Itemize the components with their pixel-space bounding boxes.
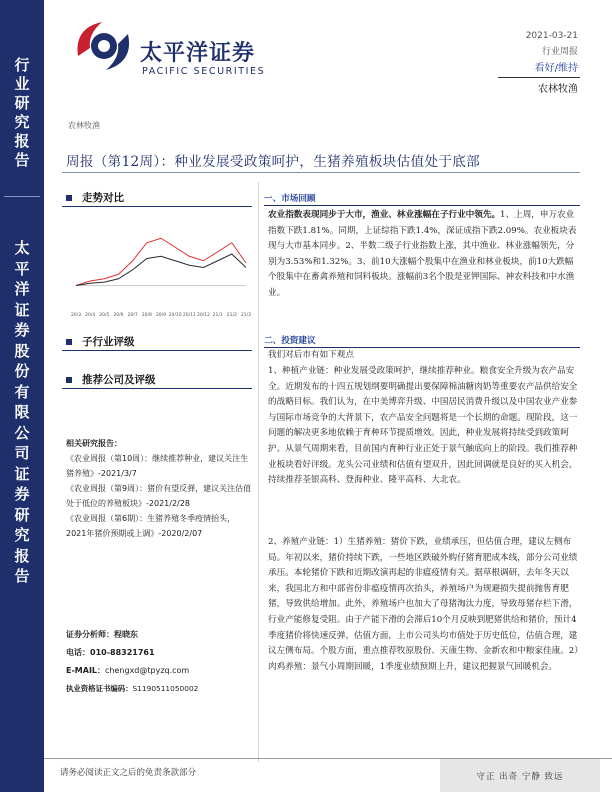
chart-x-tick-label: 20/6 <box>113 313 124 318</box>
header-rule <box>498 77 580 78</box>
header-meta <box>526 28 578 78</box>
chart-x-tick-label: 20/9 <box>155 313 167 318</box>
sidebar-char: 证 <box>14 300 30 319</box>
sidebar-char: 告 <box>14 151 30 169</box>
phone-value: 010-88321761 <box>90 648 155 657</box>
square-bullet-icon <box>66 339 72 345</box>
section-rule <box>62 350 252 351</box>
sidebar-char: 份 <box>14 362 30 380</box>
pacific-securities-logo <box>68 14 138 76</box>
sidebar-char: 业 <box>14 75 30 93</box>
email-label: E-MAIL： <box>66 666 106 675</box>
breeding-chain-paragraph: 2、养殖产业链：1）生猪养殖：猪价下跌，业绩承压，但估值合理，建议左侧布局。年初以来，猪价持续下跌，一些地区跌破外购仔猪育肥成本线，部分公司业绩承压。本轮猪价下跌和近期改演再起的非瘟疫情有关。据草根调研，去年冬天以来，我国北方和中部省份非瘟疫情再次抬头，养殖场户为规避损失提前抛售育肥猪，导致供给增加。此外，养殖场户也加大了母猪淘汰力度，导致母猪存栏下滑，行业产能修复受阻。由于产能下滑的会滞后10个月反映到肥猪供给和猪价，预计4季度猪价将快速反弹。估值方面，上市公司头均市值处于历史低位，估值合理，建议左侧布局。个股方面，重点推荐牧原股份、天康生物、金新农和中粮家佳康。2）肉鸡养殖：景气小周期回暖，1季度业绩预期上升，建议把握景气回暖机会。 <box>268 537 579 672</box>
sidebar-bottom-label <box>0 238 44 587</box>
chart-x-tick-label: 20/7 <box>127 313 138 318</box>
chart-x-tick-label: 20/4 <box>85 313 96 318</box>
chart-x-tick-label: 20/5 <box>99 313 110 318</box>
recommend-heading <box>66 372 156 387</box>
disclaimer-note: 请务必阅读正文之后的免责条款部分 <box>60 768 197 778</box>
market-review-lead: 农业指数表现同步于大市，渔业、林业涨幅在子行业中领先。 <box>268 210 501 220</box>
chart-series-line-1 <box>76 254 246 286</box>
sub-rating-heading-text: 子行业评级 <box>82 336 135 348</box>
sidebar-char: 股 <box>14 341 30 360</box>
sub-rating-heading <box>66 334 135 349</box>
brand-name-cn: 太平洋证券 <box>140 41 256 66</box>
chart-x-tick-label: 20/10 <box>168 313 182 318</box>
sidebar-char: 限 <box>14 403 30 421</box>
sidebar-char: 研 <box>14 505 30 524</box>
page-title: 周报（第12周）：种业发展受政策呵护，生猪养殖板块估值处于底部 <box>66 154 481 170</box>
sidebar-char: 证 <box>14 464 30 483</box>
sidebar-char: 报 <box>14 132 30 150</box>
email-link[interactable]: chengxd@tpyzq.com <box>105 666 190 675</box>
trend-chart <box>62 212 252 322</box>
sidebar-char: 研 <box>14 94 30 112</box>
sidebar-char: 洋 <box>14 280 30 298</box>
chart-x-tick-label: 20/12 <box>197 313 210 318</box>
sidebar-divider <box>4 196 40 197</box>
company-motto: 守正 出奇 宁静 致远 <box>440 759 600 792</box>
related-heading: 相关研究报告： <box>66 439 122 448</box>
sidebar-char: 司 <box>14 444 30 462</box>
advice-intro: 我们对后市有如下观点 <box>268 350 354 360</box>
related-report-item[interactable]: 《农业周报（第10周）：继续推荐种业，建议关注生猪养殖》-2021/3/7 <box>66 454 249 478</box>
sidebar-char: 有 <box>14 382 30 401</box>
phone-label: 电话： <box>66 648 90 657</box>
sidebar-char: 告 <box>14 567 30 585</box>
chart-series-line-0 <box>76 238 246 285</box>
square-bullet-icon <box>66 195 72 201</box>
square-bullet-icon <box>66 377 72 383</box>
industry-name: 农林牧渔 <box>538 84 578 95</box>
chart-x-tick-label: 20/11 <box>182 313 196 318</box>
sidebar-char: 太 <box>14 239 30 257</box>
sidebar-char: 报 <box>14 546 30 565</box>
related-reports <box>66 436 252 541</box>
analyst-label: 证券分析师： <box>66 630 114 639</box>
analyst-row <box>66 626 252 644</box>
sidebar-char: 券 <box>14 485 30 503</box>
section-rule <box>62 206 252 207</box>
sidebar-char: 公 <box>14 423 30 442</box>
related-report-item[interactable]: 《农业周报（第9周）：猪价有望反弹，建议关注估值处于低位的养殖板块》-2021/2/28 <box>66 484 252 508</box>
cert-label: 执业资格证书编码： <box>66 684 133 693</box>
title-rule <box>62 172 580 173</box>
sidebar-char: 究 <box>14 113 30 131</box>
report-date: 2021-03-21 <box>525 31 578 41</box>
sidebar-top-label <box>0 56 44 186</box>
analyst-name: 程晓东 <box>114 630 138 639</box>
chart-x-tick-label: 21/1 <box>212 313 223 318</box>
recommend-heading-text: 推荐公司及评级 <box>82 374 156 386</box>
chart-x-tick-label: 21/2 <box>226 313 237 318</box>
brand-name-en: PACIFIC SECURITIES <box>142 66 266 77</box>
industry-rating: 看好/维持 <box>534 63 578 74</box>
sidebar-char: 行 <box>14 56 30 74</box>
planting-chain-paragraph: 1、种植产业链：种业发展受政策呵护，继续推荐种业。粮食安全升级为农产品安全。近期发布的十四五规划纲要明确提出要保障棉油糖肉奶等重要农产品供给安全的战略目标。我们认为，在中美博弈升级、中国居民消费升级以及中国农业产业参与国际市场竞争的大背景下，农产品安全问题将是一个长期的命题。现阶段，这一问题的解决更多地依赖于育种环节提质增效。因此，种业发展将持续受到政策呵护。从景气周期来看，目前国内育种行业正处于景气触底向上的阶段。我们推荐种业板块看好评级。龙头公司业绩和估值有望双升，因此回调就是良好的买入机会，持续推荐荃银高科、登海种业、隆平高科、大北农。 <box>268 366 578 486</box>
sidebar-char: 券 <box>14 321 30 339</box>
section-rule <box>264 205 580 206</box>
chart-x-tick-label: 21/3 <box>240 313 252 318</box>
breadcrumb: 农林牧渔 <box>68 121 100 130</box>
trend-heading-text: 走势对比 <box>82 192 124 204</box>
trend-heading <box>66 190 124 205</box>
sidebar-char: 究 <box>14 526 30 544</box>
column-divider <box>258 182 259 762</box>
chart-x-tick-label: 20/3 <box>70 313 82 318</box>
phone-row <box>66 644 252 662</box>
cert-row <box>66 680 252 698</box>
report-type: 行业周报 <box>541 47 578 57</box>
related-report-item[interactable]: 《农业周报（第6期）：生猪养殖冬季疫情抬头，2021年猪价预期或上调》-2020/2/07 <box>66 514 236 538</box>
sidebar-char: 平 <box>14 259 30 278</box>
market-review-body: 1、上周，申万农业指数下跌1.81%。同期，上证综指下跌1.4%，深证成指下跌2.09%。农业板块表现与大市基本同步。2、半数二级子行业指数上涨，其中渔业、林业涨幅领先，分别为3.53%和1.32%。3、前10大涨幅个股集中在渔业和林业板块，前10大跌幅个股集中在畜禽养殖和饲料板块。涨幅前3名个股是亚钾国际、神农科技和中水渔业。 <box>268 210 577 298</box>
analyst-block <box>66 626 252 698</box>
investment-advice-heading: 二、投资建议 <box>264 336 316 346</box>
market-review-heading: 一、市场回顾 <box>264 194 316 204</box>
cert-value: S1190511050002 <box>132 684 199 693</box>
chart-x-tick-label: 20/8 <box>141 313 152 318</box>
section-rule <box>62 388 252 389</box>
market-review-paragraph <box>268 208 580 302</box>
email-row <box>66 662 252 680</box>
